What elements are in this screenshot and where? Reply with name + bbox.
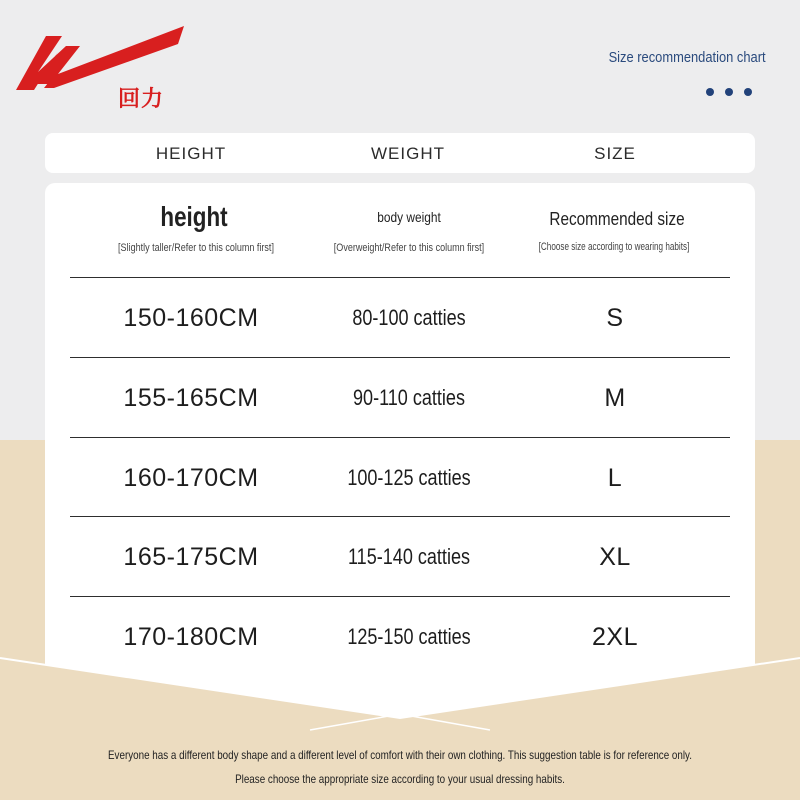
cell-size: XL — [599, 543, 631, 571]
cell-size: L — [607, 464, 623, 492]
column-header-bar — [45, 133, 755, 173]
table-header-weight: body weight — [377, 209, 441, 225]
footer-advice: Please choose the appropriate size according to your usual dressing habits. — [235, 772, 565, 786]
cell-weight: 100-125 catties — [347, 465, 471, 490]
table-row — [45, 358, 755, 438]
header-weight: WEIGHT — [371, 144, 445, 163]
cell-size: S — [606, 304, 624, 332]
cell-height: 150-160CM — [123, 304, 259, 332]
size-note: [Choose size according to wearing habits] — [538, 241, 690, 253]
more-dots-icon — [706, 88, 752, 96]
cell-height: 155-165CM — [123, 384, 259, 412]
table-row — [45, 278, 755, 358]
table-row — [45, 438, 755, 518]
footer-disclaimer: Everyone has a different body shape and a different level of comfort with their own clothing. This suggestion table is for reference only. — [107, 748, 692, 762]
table-header-height: height — [160, 201, 228, 232]
cell-weight: 115-140 catties — [347, 544, 471, 569]
weight-note: [Overweight/Refer to this column first] — [333, 242, 485, 254]
header-height: HEIGHT — [155, 144, 227, 163]
cell-weight: 80-100 catties — [352, 305, 466, 330]
table-header-size: Recommended size — [549, 209, 685, 229]
cell-weight: 125-150 catties — [347, 624, 471, 649]
cell-height: 165-175CM — [123, 543, 259, 571]
cell-size: M — [604, 384, 626, 412]
height-note: [Slightly taller/Refer to this column first] — [118, 242, 274, 254]
brand-logo-text: 回力 — [118, 87, 165, 112]
cell-height: 160-170CM — [123, 464, 259, 492]
header-size: SIZE — [594, 144, 636, 163]
table-row — [45, 517, 755, 597]
cell-weight: 90-110 catties — [353, 385, 465, 410]
cell-size: 2XL — [592, 623, 638, 651]
page-caption: Size recommendation chart — [608, 49, 766, 66]
cell-height: 170-180CM — [123, 623, 259, 651]
